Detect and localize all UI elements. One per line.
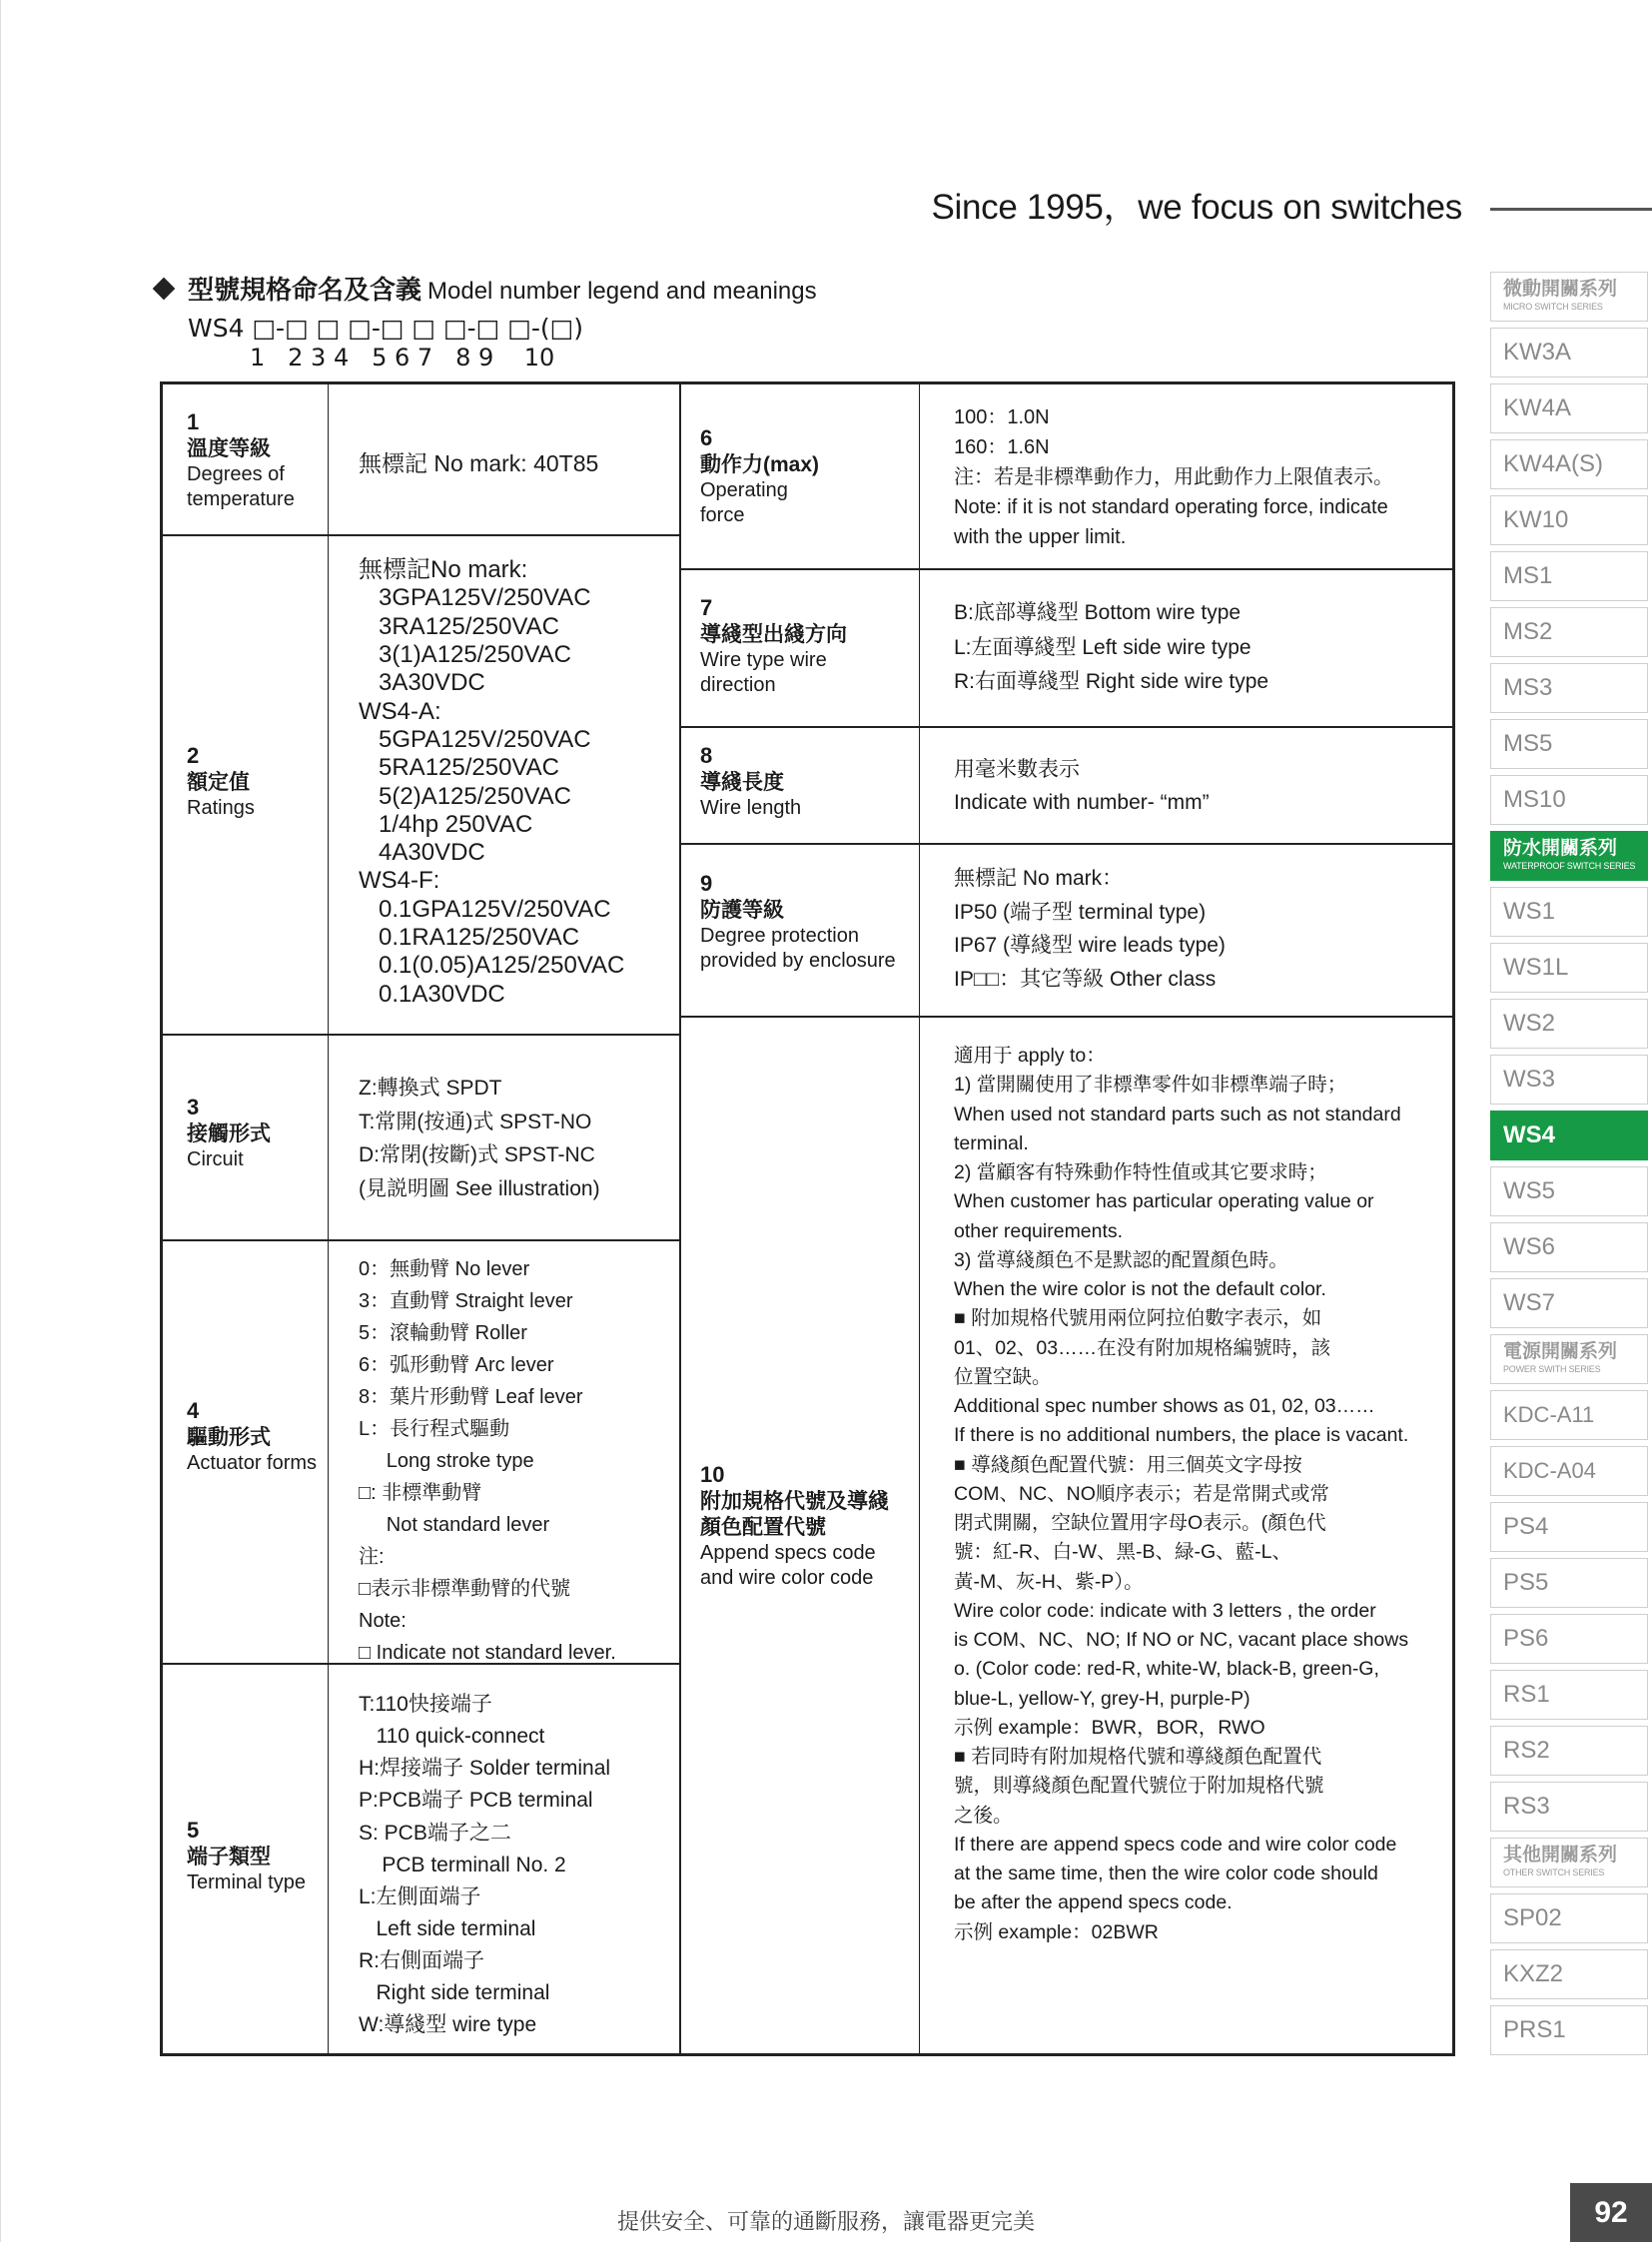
row-label-cn: 接觸形式	[187, 1121, 271, 1145]
sidebar-item-kw4a[interactable]: KW4A	[1490, 383, 1648, 433]
sidebar-item-rs3[interactable]: RS3	[1490, 1782, 1648, 1832]
row-number: 10	[700, 1462, 725, 1487]
row-label-1	[187, 408, 327, 512]
row-label-en: Terminal type	[187, 1870, 306, 1893]
legend-title	[150, 270, 817, 307]
row-number: 4	[187, 1398, 200, 1423]
sidebar-item-ws7[interactable]: WS7	[1490, 1278, 1648, 1328]
row-label-cn: 端子類型	[187, 1845, 271, 1868]
row-label-2	[187, 742, 327, 821]
row-value-10: 適用于 apply to： 1) 當開關使用了非標準零件如非標準端子時； When used not standard parts such as not standard terminal. 2) 當顧客有特殊動作特性值或其它要求時； When customer has particular operating value or other requirements. 3) 當導綫顏色不是默認的配置顏色時。 When the wire color is not the default color. ■ 附加規格代號用兩位阿拉伯數字表示，如 01、02、03……在没有附加規格編號時，該 位置空缺。 Additional spec number shows as 01, 02, 03…… If there is no additional numbers, the place is vacant. ■ 導綫顏色配置代號：用三個英文字母按 COM、NC、NO順序表示；若是常開式或常 閉式開關，空缺位置用字母O表示。(顏色代 號：紅-R、白-W、黑-B、緑-G、藍-L、 黃-M、灰-H、紫-P）。 Wire color code: indicate with 3 letters , the order is COM、NC、NO; If NO or NC, vacant place shows o. (Color code: red-R, white-W, black-B, green-G, blue-L, yellow-Y, grey-H, purple-P) 示例 example：BWR，BOR，RWO ■ 若同時有附加規格代號和導綫顏色配置代 號，則導綫顏色配置代號位于附加規格代號 之後。 If there are append specs code and wire color code at the same time, then the wire color code should be after the append specs code. 示例 example：02BWR	[954, 1045, 1409, 1943]
row-label-3	[187, 1094, 327, 1172]
row-label-cn: 驅動形式	[187, 1425, 271, 1449]
sidebar-item-ws3[interactable]: WS3	[1490, 1055, 1648, 1105]
page-number: 92	[1570, 2183, 1652, 2242]
sidebar-item-rs2[interactable]: RS2	[1490, 1726, 1648, 1776]
row-label-cn: 溫度等級	[187, 436, 271, 460]
legend-title-en: Model number legend and meanings	[427, 278, 817, 305]
sidebar-item-ws1[interactable]: WS1	[1490, 887, 1648, 937]
row-label-cn: 額定值	[187, 770, 250, 794]
row-label-cn: 導綫長度	[700, 770, 784, 794]
row-number: 3	[187, 1095, 200, 1120]
sidebar-item-ms10[interactable]: MS10	[1490, 775, 1648, 825]
row-label-cn: 動作力(max)	[700, 452, 820, 476]
table-divider	[163, 1239, 680, 1241]
diamond-bullet-icon	[153, 278, 176, 301]
row-value-3: Z:轉換式 SPDT T:常開(按通)式 SPST-NO D:常閉(按斷)式 SPST-NC (見説明圖 See illustration)	[359, 1077, 600, 1200]
row-label-6	[700, 424, 910, 528]
sidebar-item-sp02[interactable]: SP02	[1490, 1893, 1648, 1943]
row-label-en: Degrees of temperature	[187, 462, 295, 510]
row-label-cn: 附加規格代號及導綫顏色配置代號	[700, 1489, 889, 1539]
row-label-en: Degree protection provided by enclosure	[700, 924, 896, 972]
sidebar-item-ps5[interactable]: PS5	[1490, 1558, 1648, 1608]
row-value-1: 無標記 No mark: 40T85	[359, 450, 599, 476]
legend-title-cn: 型號規格命名及含義	[188, 275, 422, 305]
table-divider	[328, 384, 329, 2053]
sidebar-item-kw4a-s[interactable]: KW4A(S)	[1490, 439, 1648, 489]
sidebar-item-ms5[interactable]: MS5	[1490, 719, 1648, 769]
sidebar-item-rs1[interactable]: RS1	[1490, 1670, 1648, 1720]
row-number: 9	[700, 871, 713, 896]
sidebar-item-ws6[interactable]: WS6	[1490, 1222, 1648, 1272]
sidebar-item-kw10[interactable]: KW10	[1490, 495, 1648, 545]
row-value-5: T:110快接端子 110 quick-connect H:焊接端子 Solder terminal P:PCB端子 PCB terminal S: PCB端子之二 PCB terminall No. 2 L:左側面端子 Left side terminal R:右側面端子 Right side terminal W:導綫型 wire type	[359, 1693, 611, 2037]
table-divider	[680, 1016, 1452, 1018]
row-label-en: Operating force	[700, 478, 788, 526]
row-label-7	[700, 594, 910, 698]
table-divider	[680, 843, 1452, 845]
sidebar-item-prs1[interactable]: PRS1	[1490, 2005, 1648, 2055]
sidebar-section-micro: 微動開關系列 MICRO SWITCH SERIES	[1490, 272, 1648, 322]
row-number: 6	[700, 425, 713, 450]
table-divider	[680, 568, 1452, 570]
sidebar-item-kdc-a11[interactable]: KDC-A11	[1490, 1390, 1648, 1440]
sidebar-section-power: 電源開關系列 POWER SWITH SERIES	[1490, 1334, 1648, 1384]
row-label-4	[187, 1397, 327, 1476]
row-label-en: Wire length	[700, 796, 802, 819]
sidebar-item-ps6[interactable]: PS6	[1490, 1614, 1648, 1664]
row-value-4: 0：無動臂 No lever 3：直動臂 Straight lever 5：滾輪動臂 Roller 6：弧形動臂 Arc lever 8：葉片形動臂 Leaf lever L：長行程式驅動 Long stroke type □: 非標準動臂 Not standard lever 注: □表示非標準動臂的代號 Note: □ Indicate not standard lever.	[359, 1258, 616, 1664]
row-number: 7	[700, 595, 713, 620]
footer-tagline: 提供安全、可靠的通斷服務，讓電器更完美	[616, 2209, 1035, 2234]
row-value-9: 無標記 No mark： IP50 (端子型 terminal type) IP67 (導綫型 wire leads type) IP□□：其它等級 Other class	[954, 867, 1226, 991]
row-label-en: Ratings	[187, 796, 255, 819]
row-value-6: 100：1.0N 160：1.6N 注：若是非標準動作力，用此動作力上限值表示。 Note: if it is not standard operating force, indicate with the upper limit.	[954, 406, 1393, 548]
row-number: 8	[700, 743, 713, 768]
table-divider	[919, 384, 920, 2053]
row-label-5	[187, 1817, 327, 1895]
sidebar-item-ms1[interactable]: MS1	[1490, 551, 1648, 601]
model-position-numbers: 1 2 3 4 5 6 7 8 9 10	[250, 344, 555, 372]
sidebar-item-ms2[interactable]: MS2	[1490, 607, 1648, 657]
row-label-en: Actuator forms	[187, 1451, 318, 1474]
sidebar-item-kxz2[interactable]: KXZ2	[1490, 1949, 1648, 1999]
row-number: 5	[187, 1818, 200, 1843]
table-divider	[163, 1034, 680, 1036]
sidebar-section-other: 其他開關系列 OTHER SWITCH SERIES	[1490, 1838, 1648, 1887]
sidebar-item-ws4[interactable]: WS4	[1490, 1111, 1648, 1160]
table-divider	[679, 384, 681, 2053]
sidebar-item-ms3[interactable]: MS3	[1490, 663, 1648, 713]
row-number: 2	[187, 743, 200, 768]
sidebar-item-ps4[interactable]: PS4	[1490, 1502, 1648, 1552]
row-label-cn: 防護等級	[700, 898, 784, 922]
sidebar-item-ws5[interactable]: WS5	[1490, 1166, 1648, 1216]
sidebar-item-ws1l[interactable]: WS1L	[1490, 943, 1648, 993]
model-code: WS4 □-□ □ □-□ □ □-□ □-(□)	[188, 314, 583, 343]
header-slogan: Since 1995，we focus on switches	[931, 188, 1462, 227]
sidebar-item-ws2[interactable]: WS2	[1490, 999, 1648, 1049]
row-value-2: 無標記No mark: 3GPA125V/250VAC 3RA125/250VAC 3(1)A125/250VAC 3A30VDC WS4-A: 5GPA125V/250VAC 5RA125/250VAC 5(2)A125/250VAC 1/4hp 250VAC 4A30VDC WS4-F: 0.1GPA125V/250VAC 0.1RA125/250VAC 0.1(0.05)A125/250VAC 0.1A30VDC	[359, 556, 625, 1008]
row-number: 1	[187, 409, 200, 434]
row-label-en: Circuit	[187, 1147, 244, 1170]
row-label-en: Append specs code and wire color code	[700, 1542, 876, 1589]
row-label-en: Wire type wire direction	[700, 648, 827, 696]
row-value-7: B:底部導綫型 Bottom wire type L:左面導綫型 Left side wire type R:右面導綫型 Right side wire type	[954, 601, 1269, 694]
row-label-8	[700, 742, 910, 821]
row-label-10	[700, 1461, 910, 1591]
sidebar-section-waterproof: 防水開關系列 WATERPROOF SWITCH SERIES	[1490, 831, 1648, 881]
header-rule	[1490, 208, 1652, 211]
table-divider	[680, 726, 1452, 728]
row-label-9	[700, 870, 920, 974]
sidebar-item-kw3a[interactable]: KW3A	[1490, 328, 1648, 377]
row-value-8: 用毫米數表示 Indicate with number- “mm”	[954, 758, 1210, 814]
table-divider	[163, 534, 680, 536]
row-label-cn: 導綫型出綫方向	[700, 622, 847, 646]
spec-table	[160, 381, 1455, 2056]
sidebar-item-kdc-a04[interactable]: KDC-A04	[1490, 1446, 1648, 1496]
